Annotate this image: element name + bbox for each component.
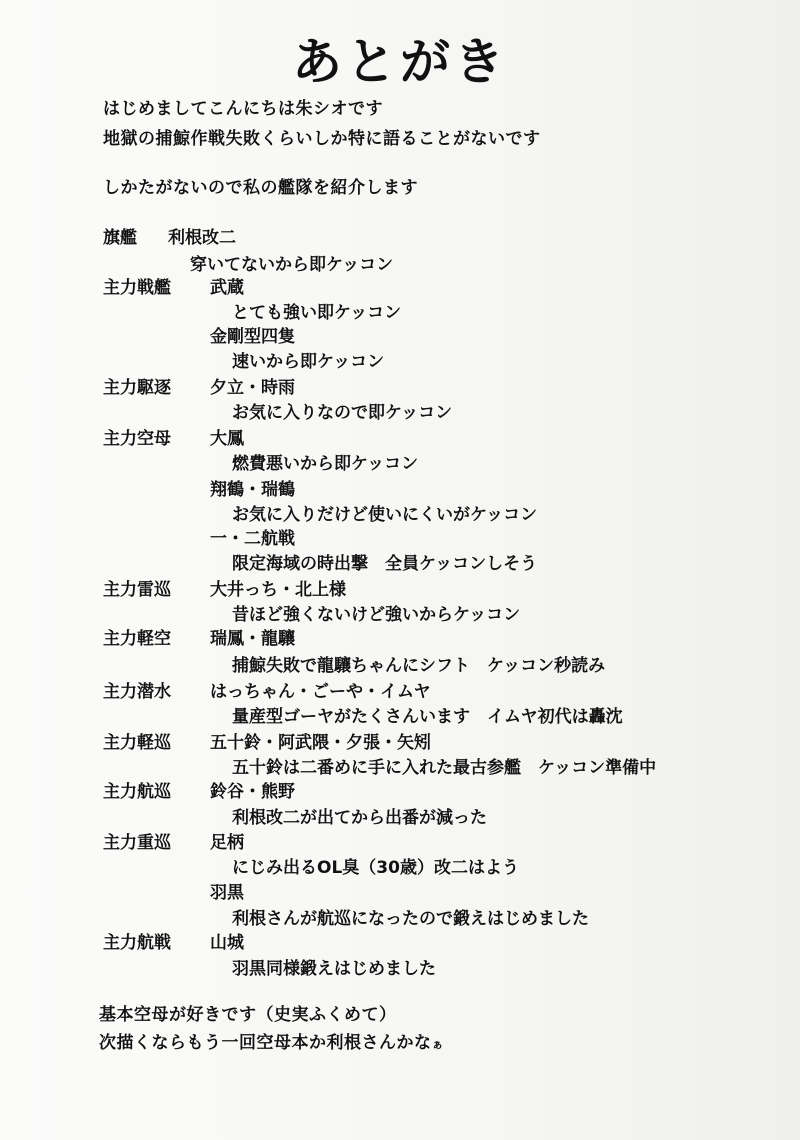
- rank-light-cruiser: 主力軽巡: [103, 733, 171, 753]
- desc-submarine: 量産型ゴーヤがたくさんいます イムヤ初代は轟沈: [232, 707, 623, 727]
- rank-aviation-cruiser: 主力航巡: [103, 782, 171, 802]
- desc-torpedo-cruiser: 昔ほど強くないけど強いからケッコン: [232, 605, 521, 625]
- name-submarine: はっちゃん・ごーや・イムヤ: [210, 682, 431, 702]
- name-light-cruiser: 五十鈴・阿武隈・夕張・矢矧: [210, 733, 431, 753]
- desc-heavy-cruiser-1: にじみ出るOL臭（30歳）改二はよう: [232, 858, 519, 878]
- rank-submarine: 主力潜水: [103, 682, 171, 702]
- name-destroyer: 夕立・時雨: [210, 378, 295, 398]
- name-carrier-1: 大鳳: [210, 429, 244, 449]
- desc-battleship-1: とても強い即ケッコン: [232, 303, 402, 323]
- name-heavy-cruiser-2: 羽黒: [210, 883, 244, 903]
- name-heavy-cruiser-1: 足柄: [210, 833, 244, 853]
- rank-heavy-cruiser: 主力重巡: [103, 833, 171, 853]
- rank-torpedo-cruiser: 主力雷巡: [103, 580, 171, 600]
- name-aviation-battleship: 山城: [210, 933, 244, 953]
- desc-aviation-battleship: 羽黒同様鍛えはじめました: [232, 959, 436, 979]
- page-title: あとがき: [292, 33, 508, 91]
- intro-line-2: 地獄の捕鯨作戦失敗くらいしか特に語ることがないです: [103, 129, 541, 149]
- desc-aviation-cruiser: 利根改二が出てから出番が減った: [232, 808, 487, 828]
- desc-heavy-cruiser-2: 利根さんが航巡になったので鍛えはじめました: [232, 909, 589, 929]
- desc-light-carrier: 捕鯨失敗で龍驤ちゃんにシフト ケッコン秒読み: [232, 656, 606, 676]
- desc-battleship-2: 速いから即ケッコン: [232, 352, 385, 372]
- fleet-intro: しかたがないので私の艦隊を紹介します: [103, 178, 418, 198]
- name-light-carrier: 瑞鳳・龍驤: [210, 629, 295, 649]
- rank-carrier: 主力空母: [103, 429, 171, 449]
- name-aviation-cruiser: 鈴谷・熊野: [210, 782, 295, 802]
- outro-line-2: [99, 1031, 444, 1056]
- desc-light-cruiser: 五十鈴は二番めに手に入れた最古参艦 ケッコン準備中: [232, 758, 657, 778]
- rank-destroyer: 主力駆逐: [103, 378, 171, 398]
- name-flagship: 利根改二: [168, 228, 236, 248]
- name-torpedo-cruiser: 大井っち・北上様: [210, 580, 346, 600]
- rank-flagship: 旗艦: [103, 228, 137, 248]
- desc-destroyer: お気に入りなので即ケッコン: [232, 403, 453, 423]
- outro-line-2-tail: ぁ: [431, 1037, 445, 1051]
- rank-aviation-battleship: 主力航戦: [103, 933, 171, 953]
- desc-carrier-2: お気に入りだけど使いにくいがケッコン: [232, 505, 538, 525]
- rank-battleship: 主力戦艦: [103, 278, 171, 298]
- desc-flagship: 穿いてないから即ケッコン: [190, 255, 394, 275]
- desc-carrier-1: 燃費悪いから即ケッコン: [232, 454, 419, 474]
- outro-line-1: 基本空母が好きです（史実ふくめて）: [99, 1005, 397, 1025]
- name-battleship-1: 武蔵: [210, 278, 244, 298]
- name-carrier-2: 翔鶴・瑞鶴: [210, 480, 295, 500]
- desc-carrier-3: 限定海域の時出撃 全員ケッコンしそう: [232, 554, 538, 574]
- rank-light-carrier: 主力軽空: [103, 629, 171, 649]
- name-battleship-2: 金剛型四隻: [210, 327, 295, 347]
- name-carrier-3: 一・二航戦: [210, 529, 295, 549]
- outro-line-2-text: 次描くならもう一回空母本か利根さんかな: [99, 1033, 432, 1053]
- intro-line-1: はじめましてこんにちは朱シオです: [103, 99, 383, 119]
